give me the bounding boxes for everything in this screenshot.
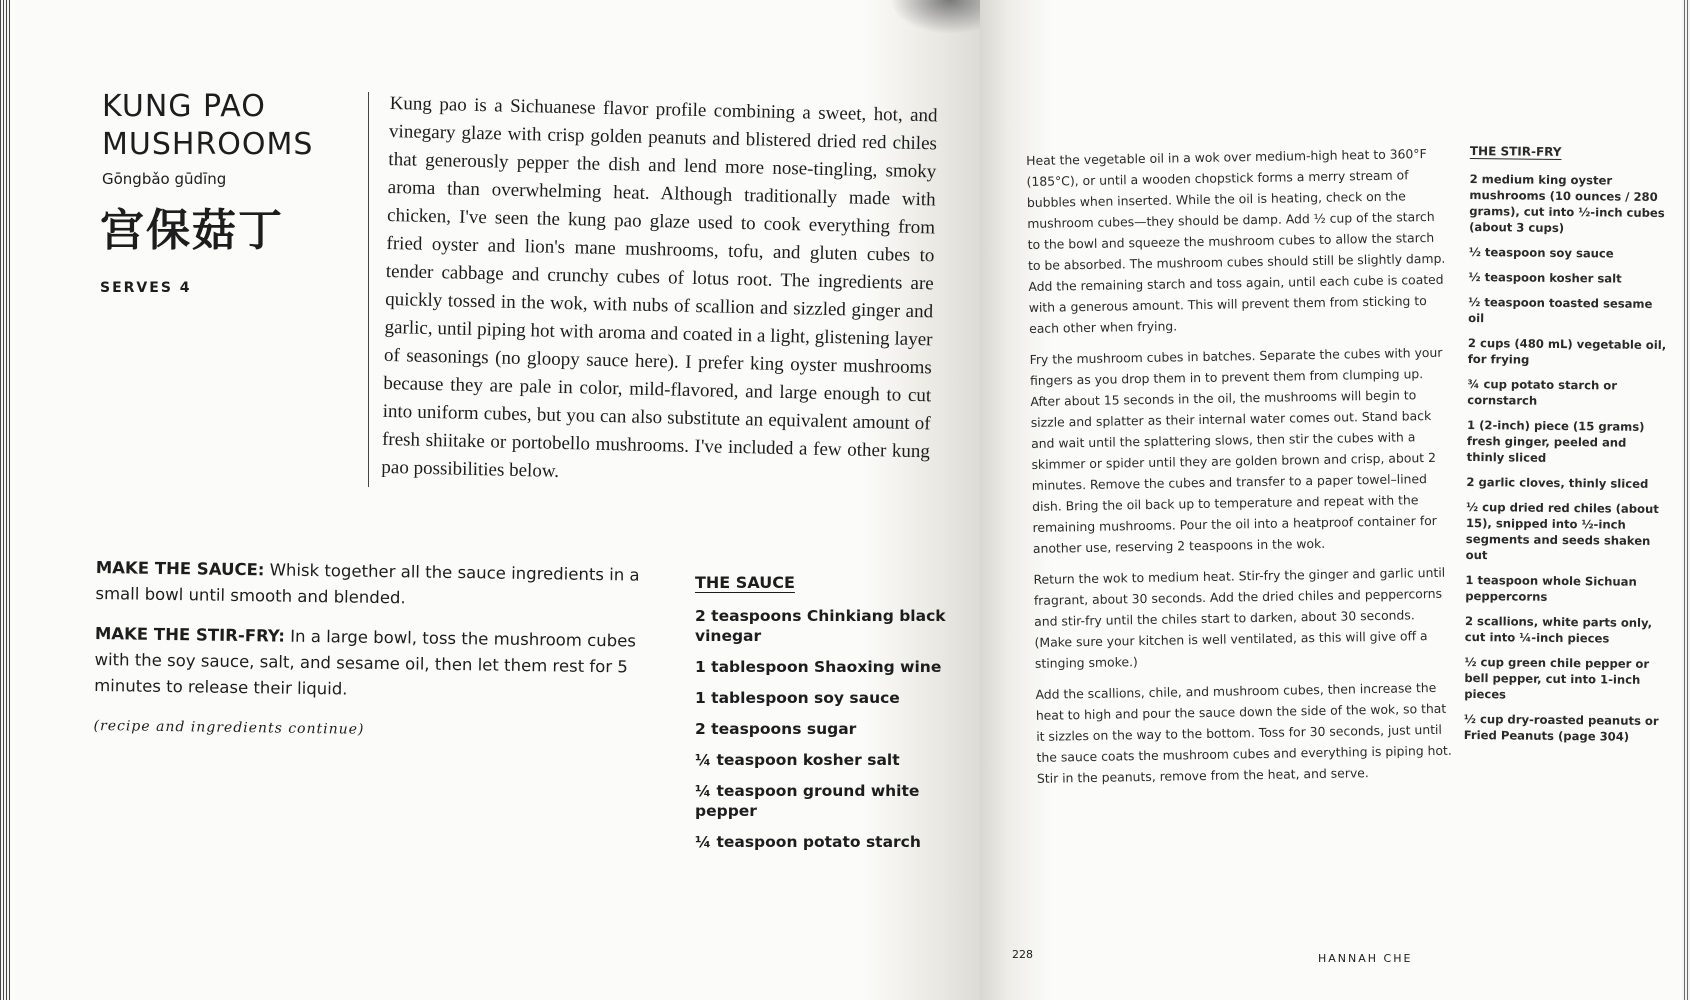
recipe-title-line-2: MUSHROOMS [102,127,314,162]
ingredient-item: ½ cup green chile pepper or bell pepper, cut into 1-inch pieces [1464,654,1650,702]
method-step [95,555,656,615]
method-steps [93,555,656,761]
direction-paragraph: Heat the vegetable oil in a wok over medium-high heat to 360°F (185°C), or until a wooden chopstick forms a merry stream of bubbles when inserted. While the oil is heating, check on the mushroom cubes—they should be damp. Add ½ cup of the starch to the bowl and squeeze the mushroom cubes to allow the starch to be absorbed. The mushroom cubes should still be slightly damp. Add the remaining starch and toss again, until each cube is coated with a generous amount. This will prevent them from sticking to each other when frying. [1026,146,1446,336]
ingredient-item: ¼ teaspoon kosher salt [695,751,900,769]
page-number: 228 [1012,948,1033,961]
sauce-list [695,606,955,852]
ingredient-item: 2 teaspoons Chinkiang black vinegar [695,607,946,645]
ingredient-item: 1 (2-inch) piece (15 grams) fresh ginger, peeled and thinly sliced [1466,417,1645,465]
ingredient-item: 1 teaspoon whole Sichuan peppercorns [1465,572,1637,604]
left-page-edges [0,0,10,1000]
intro-divider [368,92,369,487]
ingredient-item: 2 scallions, white parts only, cut into ¼-inch pieces [1464,613,1653,646]
stirfry-heading: THE STIR-FRY [1469,143,1562,159]
ingredient-item: ¼ teaspoon ground white pepper [695,782,920,820]
ingredient-item: 1 tablespoon Shaoxing wine [695,658,942,676]
stirfry-list [1464,171,1670,745]
direction-paragraph: Fry the mushroom cubes in batches. Separate the cubes with your fingers as you drop them in to prevent them from clumping up. After about 15 seconds in the oil, the mushrooms will begin to sizzle and splatter as their internal water comes out. Stand back and wait until the splattering slows, then stir the cubes with a skimmer or spider until they are golden brown and crisp, about 2 minutes. Remove the cubes and transfer to a paper towel–lined dish. Bring the oil back up to temperature and repeat with the remaining mushrooms. Pour the oil into a heatproof container for another use, reserving 2 teaspoons in the wok. [1029,344,1443,556]
serves-count: SERVES 4 [100,280,192,296]
recipe-title [102,88,313,164]
method-step-label: MAKE THE STIR-FRY: [94,623,286,646]
method-step-text: In a large bowl, toss the mushroom cubes with the soy sauce, salt, and sesame oil, then let them rest for 5 minutes to release their liquid. [94,626,637,699]
direction-paragraph: Add the scallions, chile, and mushroom cubes, then increase the heat to high and pour the sauce down the side of the wok, so that it sizzles on the way to the bottom. Toss for 30 seconds, just until the sauce coats the mushroom cubes and everything is piping hot. Stir in the peanuts, remove from the heat, and serve. [1035,679,1452,786]
right-page-edges [1682,0,1690,1000]
ingredient-item: 2 cups (480 mL) vegetable oil, for frying [1467,335,1667,367]
recipe-chinese-name: 宫保菇丁 [100,205,284,256]
ingredient-item: ½ teaspoon soy sauce [1468,244,1614,261]
ingredient-item: ½ cup dry-roasted peanuts or Fried Peanuts (page 304) [1463,711,1659,744]
intro-paragraph: Kung pao is a Sichuanese flavor profile combining a sweet, hot, and vinegary glaze with crisp golden peanuts and blistered dried red chiles that generously pepper the dish and lend more nose-tingling, smoky aroma than overwhelming heat. Although traditionally made with chicken, I've seen the kung pao glaze used to cook everything from fried oyster and lion's mane mushrooms, tofu, and gluten cubes to tender cabbage and crunchy cubes of lotus root. The ingredients are quickly tossed in the wok, with nubs of scallion and sizzled ginger and garlic, until piping hot with aroma and coated in a light, glistening layer of seasonings (no gloopy sauce here). I prefer king oyster mushrooms because they are pale in color, mild-flavored, and large enough to cut into uniform cubes, but you can also substitute an equivalent amount of fresh shiitake or portobello mushrooms. I've included a few other kung pao possibilities below. [381,92,938,482]
ingredient-item: ½ cup dried red chiles (about 15), snipped into ½-inch segments and seeds shaken out [1465,499,1659,563]
ingredient-item: ½ teaspoon kosher salt [1468,269,1622,286]
ingredient-item: ½ teaspoon toasted sesame oil [1468,294,1653,326]
ingredient-item: 1 tablespoon soy sauce [695,689,900,707]
sauce-ingredients [695,573,955,863]
directions [1026,143,1457,799]
ingredient-item: 2 teaspoons sugar [695,720,857,738]
ingredient-item: 2 medium king oyster mushrooms (10 ounces / 280 grams), cut into ½-inch cubes (about 3 cups) [1469,171,1665,235]
gutter-shadow [880,0,980,40]
stirfry-ingredients [1464,143,1670,754]
ingredient-item: ¼ teaspoon potato starch [695,833,921,851]
sauce-heading: THE SAUCE [695,573,795,592]
recipe-title-line-1: KUNG PAO [102,89,266,124]
ingredient-item: ¾ cup potato starch or cornstarch [1467,376,1618,408]
direction-paragraph: Return the wok to medium heat. Stir-fry the ginger and garlic until fragrant, about 30 seconds. Add the dried chiles and peppercorns and stir-fry until the chiles start to darken, about 30 seconds. (Make sure your kitchen is well ventilated, as this will give off a stinging smoke.) [1033,564,1446,671]
recipe-pinyin: Gōngbǎo gūdīng [102,170,227,188]
method-step [94,621,655,707]
continue-note: (recipe and ingredients continue) [93,717,365,738]
method-step-label: MAKE THE SAUCE: [95,557,265,580]
running-footer-author: HANNAH CHE [1318,952,1413,965]
ingredient-item: 2 garlic cloves, thinly sliced [1466,474,1649,491]
method-step-text: Whisk together all the sauce ingredients in a small bowl until smooth and blended. [95,560,640,608]
